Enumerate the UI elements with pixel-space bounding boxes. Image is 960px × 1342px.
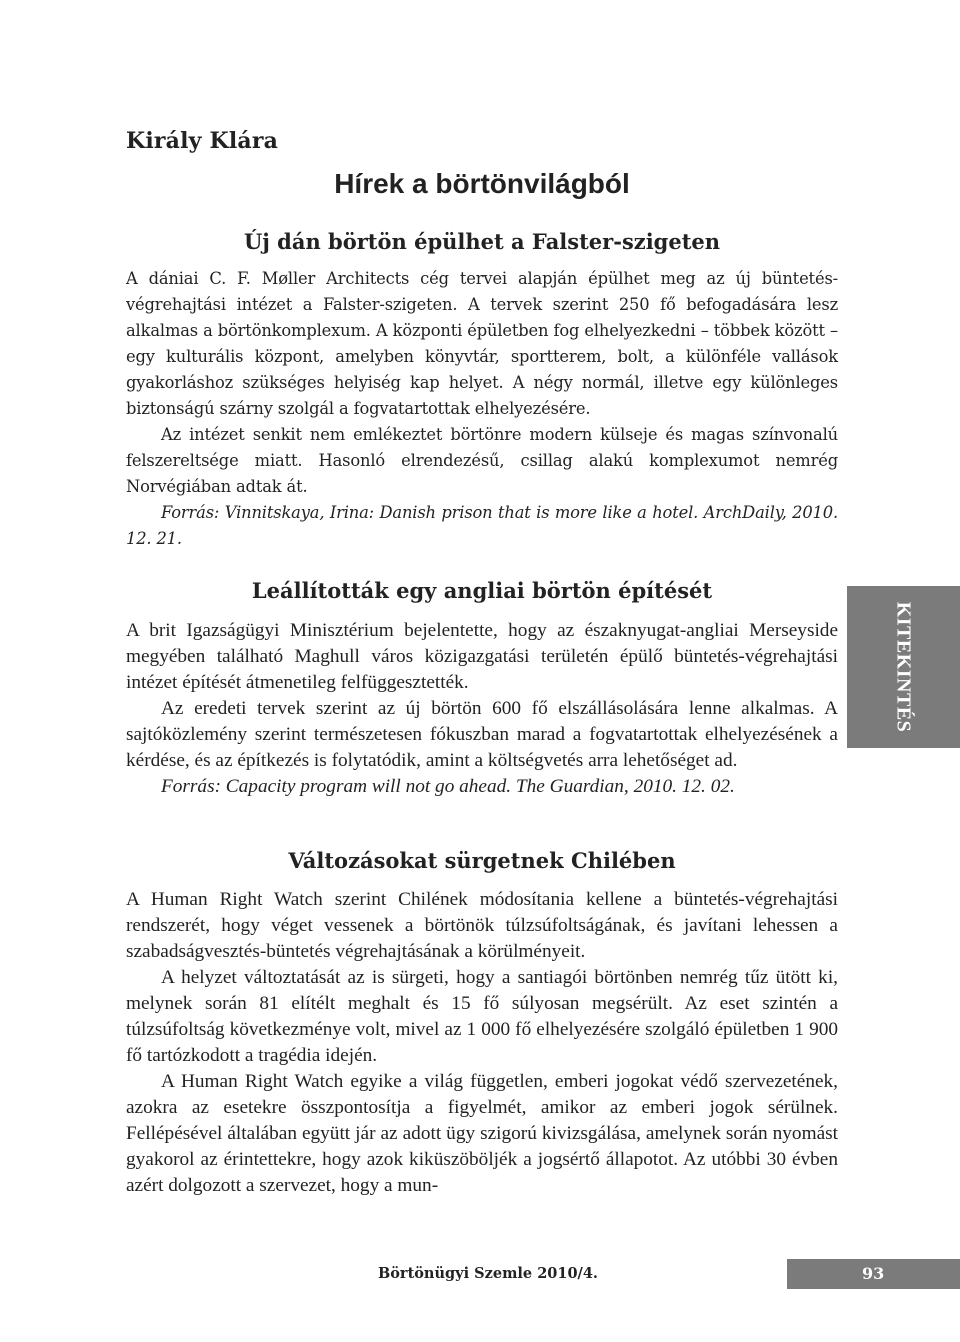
article-heading-chile: Változásokat sürgetnek Chilében [288,848,676,873]
article-source: Forrás: Capacity program will not go ahead. The Guardian, 2010. 12. 02. [161,776,735,797]
article-paragraph: Az intézet senkit nem emlékeztet börtönre modern külseje és magas színvonalú felszereltsége miatt. Hasonló elrendezésű, csillag alakú komplexumot nemrég Norvégiában adtak át. [126,425,838,496]
page-title: Hírek a börtönvilágból [334,168,630,199]
page-number: 93 [862,1264,885,1283]
article-english-prison [126,618,838,800]
article-heading-english-prison: Leállították egy angliai börtön építését [251,578,713,603]
article-chile [126,887,838,1199]
article-source: Forrás: Vinnitskaya, Irina: Danish prison that is more like a hotel. ArchDaily, 2010. 12. 21. [126,503,838,548]
article-paragraph: A Human Right Watch egyike a világ független, emberi jogokat védő szervezetének, azokra az esetekre összpontosítja a figyelmét, amikor az emberi jogok sérülnek. Fellépésével általában együtt jár az adott ügy szigorú kivizsgálása, amelynek során nyomást gyakorol az érintettekre, hogy azok kiküszöböljék a jogsértő állapotot. Az utóbbi 30 évben azért dolgozott a szervezet, hogy a mun- [126,1071,838,1196]
article-danish-prison [126,266,838,552]
article-paragraph: Az eredeti tervek szerint az új börtön 600 fő elszállásolására lenne alkalmas. A sajtóközlemény szerint természetesen fókuszban marad a fogvatartottak elhelyezésének a kérdése, és az építkezés is folytatódik, amint a költségvetés arra lehetőséget ad. [126,698,838,771]
author-name: Király Klára [126,128,279,154]
article-paragraph: A Human Right Watch szerint Chilének módosítania kellene a büntetés-végrehajtási rendszerét, hogy véget vessenek a börtönök túlzsúfoltságának, és javítani lehessen a szabadságvesztés-büntetés végrehajtásának a körülményeit. [126,889,838,962]
article-paragraph: A brit Igazságügyi Minisztérium bejelentette, hogy az északnyugat-angliai Merseyside megyében található Maghull város közigazgatási területén épülő büntetés-végrehajtási intézet építését átmenetileg felfüggesztették. [126,620,838,693]
article-heading-danish-prison: Új dán börtön épülhet a Falster-szigeten [243,229,721,254]
section-tab-label: KITEKINTÉS [892,601,915,733]
footer-journal-name: Börtönügyi Szemle 2010/4. [378,1265,598,1282]
article-paragraph: A helyzet változtatását az is sürgeti, hogy a santiagói börtönben nemrég tűz ütött ki, melynek során 81 elítélt meghalt és 15 fő súlyosan megsérült. Az eset szintén a túlzsúfoltság következménye volt, mivel az 1 000 fő elhelyezésére szolgáló épületben 1 900 fő tartózkodott a tragédia idején. [126,967,838,1066]
article-paragraph: A dániai C. F. Møller Architects cég tervei alapján épülhet meg az új büntetés-végrehajtási intézet a Falster-szigeten. A tervek szerint 250 fő befogadására lesz alkalmas a börtönkomplexum. A központi épületben fog elhelyezkedni – többek között – egy kulturális központ, amelyben könyvtár, sportterem, bolt, a különféle vallások gyakorláshoz szükséges helyiség kap helyet. A négy normál, illetve egy különleges biztonságú szárny szolgál a fogvatartottak elhelyezésére. [126,269,838,418]
